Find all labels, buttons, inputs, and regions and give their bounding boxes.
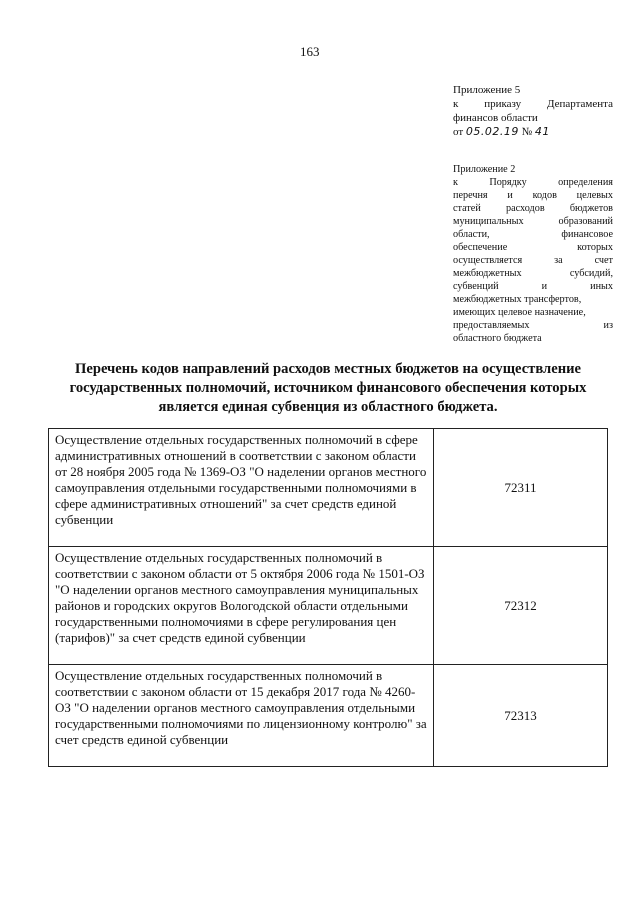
appendix5-number-prefix: №	[521, 126, 533, 138]
appendix2-line	[453, 228, 613, 241]
appendix5-line2	[453, 97, 613, 111]
appendix2-word: к	[453, 177, 458, 188]
appendix5-line1: Приложение 5	[453, 84, 521, 96]
row-code: 72311	[434, 429, 608, 547]
appendix2-line	[453, 267, 613, 280]
appendix2-word: бюджетов	[569, 203, 613, 214]
table-row	[49, 547, 608, 665]
appendix5-date-prefix: от	[453, 126, 464, 138]
row-code: 72313	[434, 665, 608, 767]
handwritten-date: 05.02.19	[465, 125, 519, 138]
appendix2-word: определения	[558, 177, 613, 188]
appendix2-word: иных	[590, 281, 613, 292]
appendix2-word: субсидий,	[569, 268, 613, 279]
appendix2-line	[453, 176, 613, 189]
appendix2-word: областного бюджета	[453, 333, 542, 344]
appendix2-line	[453, 163, 613, 176]
appendix2-word: субвенций	[453, 281, 499, 292]
appendix2-word: финансовое	[561, 229, 613, 240]
appendix2-word: муниципальных	[453, 216, 524, 227]
page-number: 163	[300, 44, 320, 59]
appendix2-line	[453, 241, 613, 254]
appendix2-line	[453, 215, 613, 228]
appendix2-word: кодов	[532, 190, 557, 201]
appendix2-word: обеспечение	[453, 242, 508, 253]
appendix2-word: Приложение 2	[453, 164, 516, 175]
row-description: Осуществление отдельных государственных полномочий в соответствии с законом области от 15 декабря 2017 года № 4260-ОЗ "О наделении органов местного самоуправления отдельными государственными полномочиями по лицензионному контролю" за счет средств единой субвенции	[49, 665, 434, 767]
appendix2-line	[453, 332, 613, 345]
appendix2-header	[453, 163, 613, 345]
appendix2-word: образований	[558, 216, 613, 227]
appendix2-word: области,	[453, 229, 490, 240]
appendix2-word: осуществляется	[453, 255, 523, 266]
appendix2-word: целевых	[576, 190, 613, 201]
appendix2-word: межбюджетных трансфертов,	[453, 294, 582, 305]
handwritten-number: 41	[534, 125, 550, 138]
appendix5-header	[453, 83, 613, 139]
row-description: Осуществление отдельных государственных полномочий в сфере административных отношений в соответствии с законом области от 28 ноября 2005 года № 1369-ОЗ "О наделении органов местного самоуправления отдельными государственными полномочиями в сфере административных отношений" за счет средств единой субвенции	[49, 429, 434, 547]
appendix5-line3: финансов области	[453, 112, 538, 124]
appendix2-line	[453, 280, 613, 293]
appendix2-line	[453, 254, 613, 267]
appendix2-word: расходов	[506, 203, 545, 214]
appendix2-word: счет	[594, 255, 613, 266]
appendix2-word: перечня	[453, 190, 488, 201]
appendix5-word: к	[453, 98, 459, 110]
appendix2-word: межбюджетных	[453, 268, 522, 279]
row-code: 72312	[434, 547, 608, 665]
appendix2-word: предоставляемых	[453, 320, 530, 331]
appendix2-word: и	[507, 190, 513, 201]
codes-table	[48, 428, 608, 767]
appendix5-word: Департамента	[546, 98, 613, 110]
appendix2-line	[453, 319, 613, 332]
appendix5-line4	[453, 125, 613, 139]
appendix2-line	[453, 189, 613, 202]
appendix2-word: статей	[453, 203, 481, 214]
appendix2-word: имеющих целевое назначение,	[453, 307, 586, 318]
appendix2-word: и	[541, 281, 548, 292]
appendix2-line	[453, 293, 613, 306]
table-row	[49, 665, 608, 767]
appendix2-line	[453, 306, 613, 319]
row-description: Осуществление отдельных государственных полномочий в соответствии с законом области от 5 октября 2006 года № 1501-ОЗ "О наделении органов местного самоуправления муниципальных районов и городских округов Вологодской области отдельными государственными полномочиями в сфере регулирования цен (тарифов)" за счет средств единой субвенции	[49, 547, 434, 665]
appendix2-word: за	[554, 255, 563, 266]
appendix2-line	[453, 202, 613, 215]
appendix2-word: Порядку	[489, 177, 527, 188]
appendix2-word: которых	[577, 242, 613, 253]
appendix2-word: из	[603, 320, 613, 331]
appendix5-word: приказу	[484, 98, 522, 110]
document-title: Перечень кодов направлений расходов местных бюджетов на осуществление государственных полномочий, источником финансового обеспечения которых является единая субвенция из областного бюджета.	[69, 361, 587, 415]
table-row	[49, 429, 608, 547]
